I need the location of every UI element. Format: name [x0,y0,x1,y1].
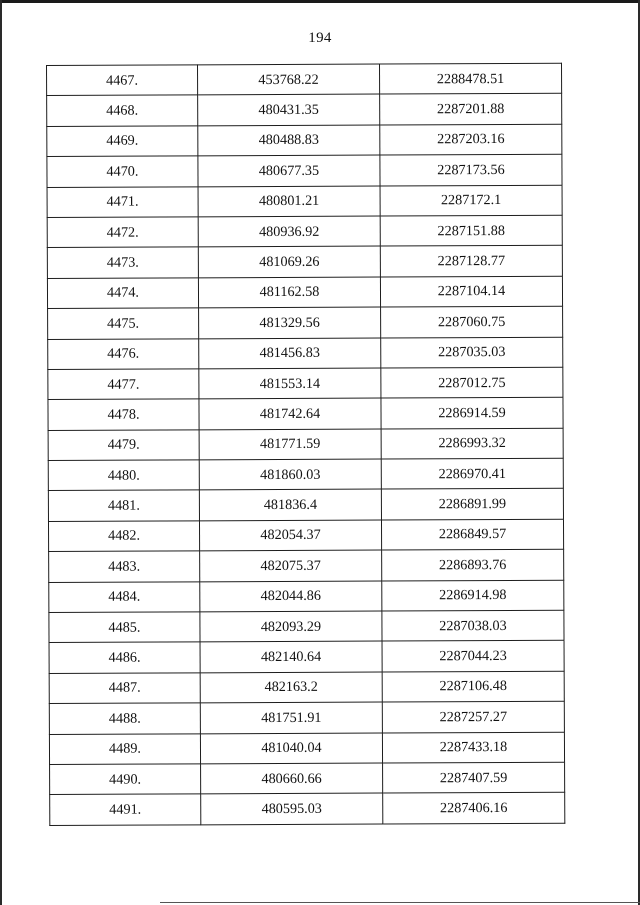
table-row [49,671,564,704]
y-coordinate-cell: 2287044.23 [382,641,564,672]
y-coordinate-cell: 2286970.41 [381,458,563,489]
y-coordinate-cell: 2287173.56 [380,154,562,185]
scan-bottom-rule [160,902,640,903]
table-row [47,246,562,279]
y-coordinate-cell: 2287104.14 [380,276,562,307]
x-coordinate-cell: 482140.64 [200,641,382,672]
y-coordinate-cell: 2287012.75 [381,367,563,398]
point-number-cell: 4482. [48,521,199,552]
table-row [49,641,564,674]
y-coordinate-cell: 2287406.16 [383,793,565,824]
y-coordinate-cell: 2286914.59 [381,398,563,429]
table-row [48,306,563,339]
x-coordinate-cell: 482093.29 [200,611,382,642]
y-coordinate-cell: 2287035.03 [381,337,563,368]
point-number-cell: 4476. [48,338,199,369]
coordinate-table [46,63,565,826]
table-row [47,63,562,96]
point-number-cell: 4487. [49,673,200,704]
x-coordinate-cell: 480431.35 [198,94,380,125]
point-number-cell: 4491. [50,794,201,825]
y-coordinate-cell: 2286893.76 [382,549,564,580]
table-row [49,549,564,582]
point-number-cell: 4486. [49,642,200,673]
y-coordinate-cell: 2287203.16 [380,124,562,155]
scan-left-border [0,0,2,905]
point-number-cell: 4472. [47,217,198,248]
y-coordinate-cell: 2287038.03 [382,610,564,641]
x-coordinate-cell: 480660.66 [201,763,383,794]
point-number-cell: 4485. [49,612,200,643]
x-coordinate-cell: 481162.58 [198,277,380,308]
point-number-cell: 4473. [47,247,198,278]
point-number-cell: 4471. [47,186,198,217]
point-number-cell: 4488. [49,703,200,734]
table-row [48,398,563,431]
point-number-cell: 4475. [48,308,199,339]
table-row [49,701,564,734]
x-coordinate-cell: 480801.21 [198,186,380,217]
y-coordinate-cell: 2287060.75 [381,306,563,337]
point-number-cell: 4474. [47,278,198,309]
point-number-cell: 4468. [47,95,198,126]
x-coordinate-cell: 480488.83 [198,125,380,156]
table-row [50,793,565,826]
table-row [47,94,562,127]
point-number-cell: 4477. [48,369,199,400]
y-coordinate-cell: 2287172.1 [380,185,562,216]
table-row [50,762,565,795]
x-coordinate-cell: 481456.83 [199,338,381,369]
x-coordinate-cell: 481771.59 [199,429,381,460]
x-coordinate-cell: 481742.64 [199,398,381,429]
point-number-cell: 4467. [47,65,198,96]
y-coordinate-cell: 2286891.99 [381,489,563,520]
x-coordinate-cell: 481040.04 [200,733,382,764]
page-number: 194 [308,30,332,46]
y-coordinate-cell: 2286849.57 [381,519,563,550]
y-coordinate-cell: 2288478.51 [379,63,561,94]
x-coordinate-cell: 482054.37 [199,520,381,551]
x-coordinate-cell: 481860.03 [199,459,381,490]
table-row [48,367,563,400]
x-coordinate-cell: 480936.92 [198,216,380,247]
table-row [47,124,562,157]
table-row [48,458,563,491]
x-coordinate-cell: 482075.37 [200,550,382,581]
table-row [47,185,562,218]
y-coordinate-cell: 2287106.48 [382,671,564,702]
point-number-cell: 4480. [48,460,199,491]
x-coordinate-cell: 481329.56 [199,307,381,338]
table-row [47,154,562,187]
x-coordinate-cell: 453768.22 [198,64,380,95]
point-number-cell: 4469. [47,126,198,157]
table-row [48,489,563,522]
x-coordinate-cell: 480677.35 [198,155,380,186]
table-row [49,610,564,643]
y-coordinate-cell: 2287257.27 [382,701,564,732]
y-coordinate-cell: 2287128.77 [380,246,562,277]
table-row [48,428,563,461]
table-row [47,276,562,309]
y-coordinate-cell: 2286993.32 [381,428,563,459]
point-number-cell: 4490. [50,764,201,795]
x-coordinate-cell: 482044.86 [200,581,382,612]
y-coordinate-cell: 2287433.18 [382,732,564,763]
x-coordinate-cell: 481836.4 [199,490,381,521]
coordinate-table-body [47,63,565,825]
x-coordinate-cell: 480595.03 [201,793,383,824]
table-row [49,732,564,765]
x-coordinate-cell: 482163.2 [200,672,382,703]
point-number-cell: 4470. [47,156,198,187]
x-coordinate-cell: 481069.26 [198,246,380,277]
x-coordinate-cell: 481553.14 [199,368,381,399]
table-row [48,337,563,370]
y-coordinate-cell: 2287407.59 [383,762,565,793]
point-number-cell: 4479. [48,430,199,461]
point-number-cell: 4483. [49,551,200,582]
scan-top-border [0,0,640,3]
point-number-cell: 4484. [49,581,200,612]
point-number-cell: 4481. [48,490,199,521]
table-row [47,215,562,248]
y-coordinate-cell: 2287151.88 [380,215,562,246]
y-coordinate-cell: 2286914.98 [382,580,564,611]
y-coordinate-cell: 2287201.88 [380,94,562,125]
point-number-cell: 4489. [49,733,200,764]
point-number-cell: 4478. [48,399,199,430]
table-row [49,580,564,613]
table-row [48,519,563,552]
x-coordinate-cell: 481751.91 [200,702,382,733]
